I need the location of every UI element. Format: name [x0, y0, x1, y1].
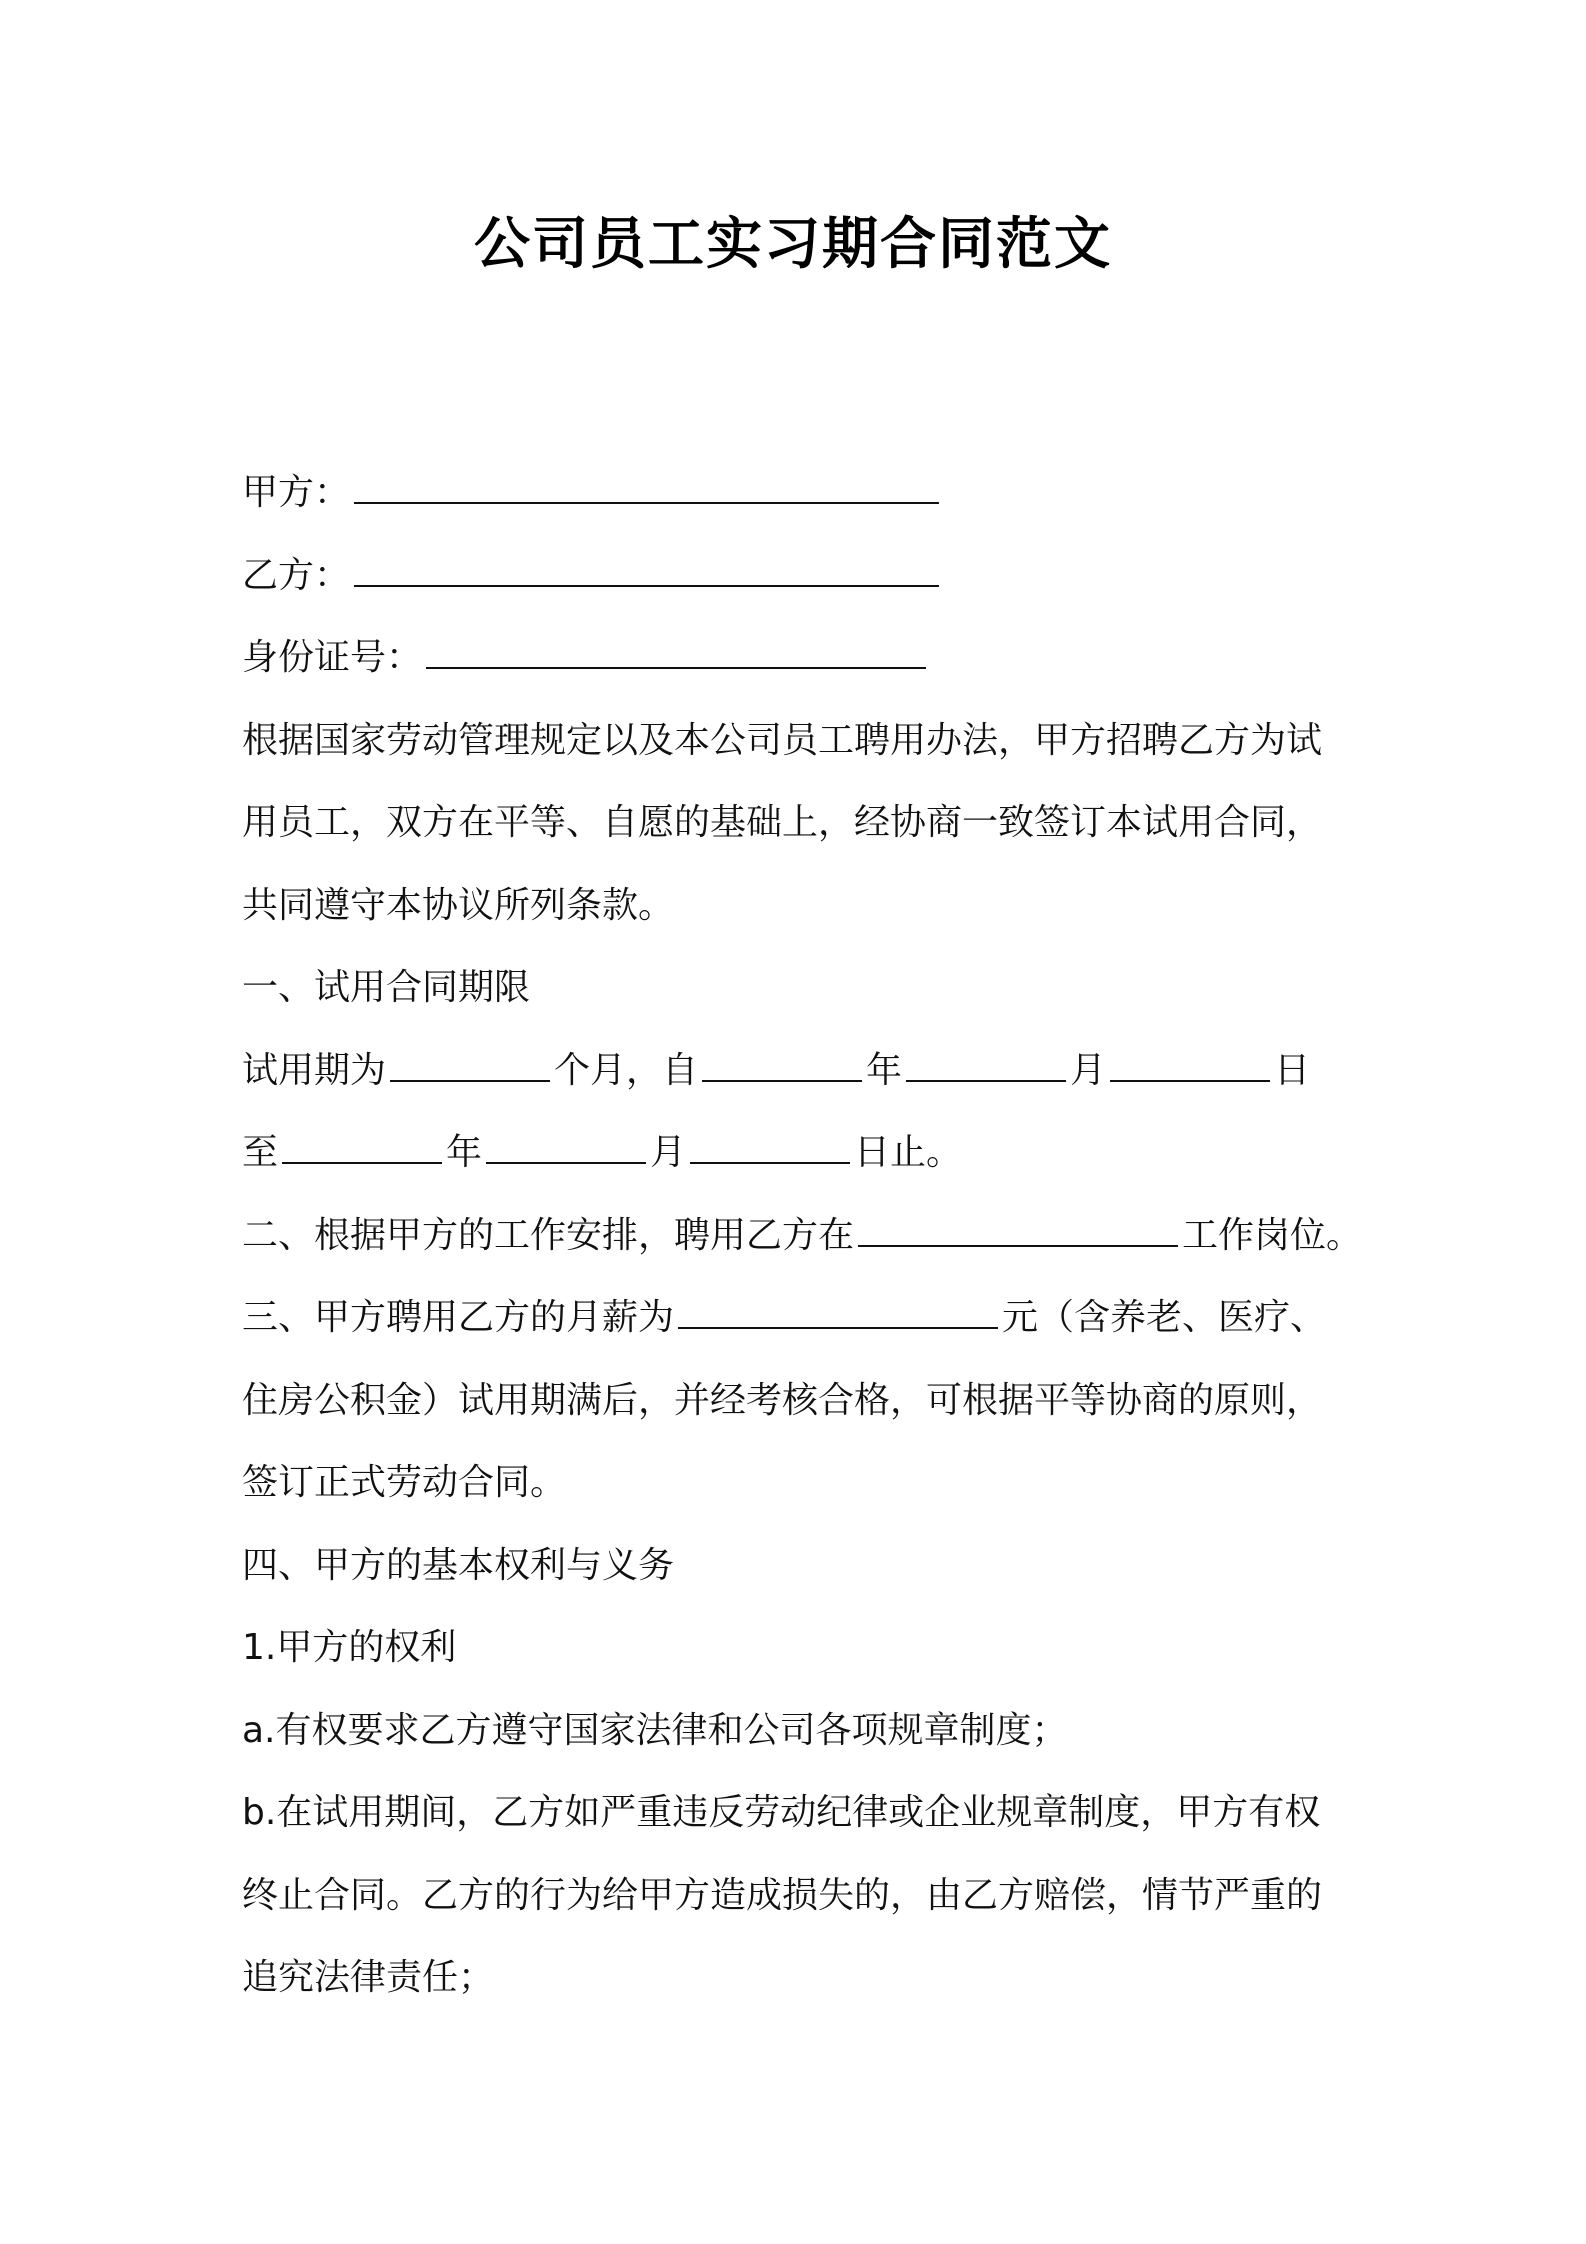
right-a: a.有权要求乙方遵守国家法律和公司各项规章制度； [242, 1709, 1068, 1751]
section-3-prefix: 三、甲方聘用乙方的月薪为 [242, 1297, 675, 1338]
period-line-1 [242, 1030, 1357, 1113]
section-2-suffix: 工作岗位。 [1182, 1214, 1363, 1256]
period-to-year-unit: 年 [446, 1132, 483, 1173]
period-to-month-unit: 月 [650, 1132, 687, 1173]
section-1-heading: 一、试用合同期限 [242, 967, 531, 1008]
salary-blank[interactable] [678, 1291, 998, 1329]
position-blank[interactable] [858, 1209, 1178, 1247]
period-end-suffix: 日止。 [854, 1132, 963, 1173]
id-number-field [242, 617, 1357, 700]
intro-line: 用员工，双方在平等、自愿的基础上，经协商一致签订本试用合同， [242, 802, 1323, 843]
period-prefix: 试用期为 [242, 1049, 387, 1091]
right-b-line: 终止合同。乙方的行为给甲方造成损失的，由乙方赔偿，情节严重的 [242, 1874, 1323, 1916]
section-3-suffix: 元（含养老、医疗、 [1002, 1297, 1327, 1338]
end-month-blank[interactable] [486, 1126, 646, 1164]
party-a-field [242, 452, 1357, 535]
party-a-label: 甲方： [242, 472, 351, 513]
right-b-line: 追究法律责任； [242, 1957, 495, 1998]
section-2-prefix: 二、根据甲方的工作安排，聘用乙方在 [242, 1214, 855, 1256]
section-3-first-line [242, 1277, 1357, 1360]
period-to-prefix: 至 [242, 1132, 279, 1173]
period-day-unit: 日 [1274, 1049, 1311, 1091]
period-month-unit: 月 [1070, 1049, 1107, 1091]
id-number-blank[interactable] [426, 631, 926, 669]
period-year-unit: 年 [866, 1049, 903, 1091]
start-month-blank[interactable] [906, 1044, 1066, 1082]
document-title: 公司员工实习期合同范文 [474, 212, 1112, 277]
section-4-heading: 四、甲方的基本权利与义务 [242, 1544, 675, 1586]
id-number-label: 身份证号： [242, 637, 423, 678]
right-b-line: b.在试用期间，乙方如严重违反劳动纪律或企业规章制度，甲方有权 [242, 1792, 1321, 1833]
party-b-label: 乙方： [242, 554, 351, 596]
party-a-blank[interactable] [354, 466, 939, 504]
section-2 [242, 1195, 1363, 1278]
rights-heading: 1.甲方的权利 [242, 1627, 457, 1668]
end-year-blank[interactable] [282, 1126, 442, 1164]
document-body [242, 452, 1363, 2020]
intro-line: 共同遵守本协议所列条款。 [242, 884, 675, 926]
start-day-blank[interactable] [1110, 1044, 1270, 1082]
section-3-line: 住房公积金）试用期满后，并经考核合格，可根据平等协商的原则， [242, 1379, 1323, 1421]
intro-line: 根据国家劳动管理规定以及本公司员工聘用办法，甲方招聘乙方为试 [242, 719, 1323, 761]
party-b-field [242, 535, 1357, 618]
period-line-2 [242, 1112, 1357, 1195]
party-b-blank[interactable] [354, 549, 939, 587]
months-blank[interactable] [390, 1044, 550, 1082]
end-day-blank[interactable] [690, 1126, 850, 1164]
section-3-line: 签订正式劳动合同。 [242, 1462, 567, 1503]
start-year-blank[interactable] [702, 1044, 862, 1082]
period-months-unit: 个月，自 [554, 1049, 699, 1091]
